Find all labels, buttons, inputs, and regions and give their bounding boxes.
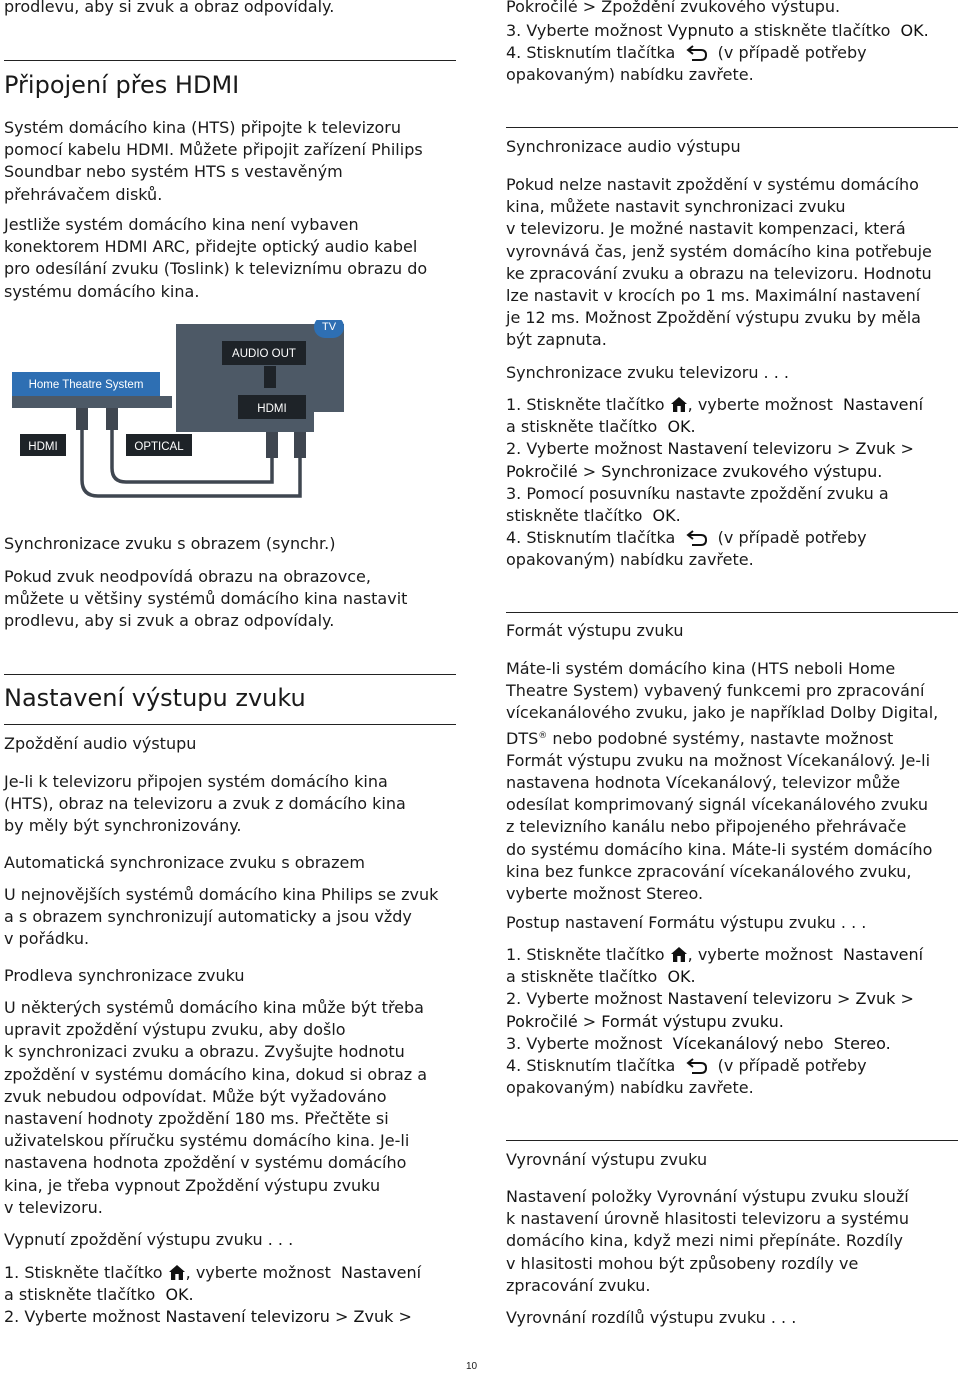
home-icon	[168, 1264, 186, 1281]
hdmi-paragraph-1: Systém domácího kina (HTS) připojte k televizoru pomocí kabelu HDMI. Můžete připojit zařízení Philips Soundbar nebo systém HTS s vestavěným přehrávačem disků.	[4, 118, 423, 204]
lag-paragraph: U některých systémů domácího kina může být třeba upravit zpoždění výstupu zvuku, aby došlo k synchronizaci zvuku a obrazu. Zvyšujte hodnotu zpoždění v systému domácího kina, dokud si obraz a zvuk nebudou odpovídat. Může být vyžadováno nastavení hodnoty zpoždění 180 ms. Přečtěte si uživatelskou příručku systému domácího kina. Je-li nastavena hodnota zpoždění v systému domácího kina, je třeba vypnout Zpoždění výstupu zvuku v televizoru.	[4, 998, 428, 1217]
intro-tail: prodlevu, aby si zvuk a obraz odpovídaly.	[4, 0, 335, 16]
optical-plug-tv	[266, 432, 278, 458]
back-icon	[686, 530, 708, 546]
optical-label: OPTICAL	[134, 441, 184, 453]
off-step-1: 1. Stiskněte tlačítko , vyberte možnost Nastavení a stiskněte tlačítko OK.	[4, 1263, 422, 1305]
sync-paragraph: Pokud zvuk neodpovídá obrazu na obrazovce, můžete u většiny systémů domácího kina nastavit prodlevu, aby si zvuk a obraz odpovídaly.	[4, 567, 408, 631]
tv-hdmi-label: HDMI	[257, 403, 287, 415]
continued-line: Pokročilé > Zpoždění zvukového výstupu.	[506, 0, 841, 16]
divider	[506, 127, 958, 128]
back-icon	[686, 1058, 708, 1074]
divider	[506, 612, 958, 613]
auto-sync-heading: Automatická synchronizace zvuku s obrazem	[4, 853, 365, 872]
audio-out-label: AUDIO OUT	[232, 348, 296, 360]
home-icon	[670, 396, 688, 413]
hts-body	[12, 396, 172, 408]
delay-heading: Zpoždění audio výstupu	[4, 734, 197, 753]
audio-sync-heading: Synchronizace audio výstupu	[506, 137, 741, 156]
format-steps: 1. Stiskněte tlačítko , vyberte možnost Nastavení a stiskněte tlačítko OK. 2. Vyberte možnost Nastavení televizoru > Zvuk > Pokročilé > Formát výstupu zvuku. 3. Vyberte možnost Vícekanálový nebo Stereo. 4. Stisknutím tlačítka (v případě potřeby opakovaným) nabídku zavřete.	[506, 945, 924, 1098]
format-heading: Formát výstupu zvuku	[506, 621, 684, 640]
format-intro: Postup nastavení Formátu výstupu zvuku . . .	[506, 913, 867, 932]
hdmi-heading: Připojení přes HDMI	[4, 71, 240, 99]
divider	[4, 674, 456, 675]
hdmi-plug-hts	[76, 408, 88, 430]
level-intro: Vyrovnání rozdílů výstupu zvuku . . .	[506, 1308, 797, 1327]
lag-heading: Prodleva synchronizace zvuku	[4, 966, 245, 985]
off-intro: Vypnutí zpoždění výstupu zvuku . . .	[4, 1230, 294, 1249]
auto-sync-paragraph: U nejnovějších systémů domácího kina Philips se zvuk a s obrazem synchronizují automaticky a jsou vždy v pořádku.	[4, 885, 439, 949]
output-heading: Nastavení výstupu zvuku	[4, 684, 306, 712]
home-icon	[670, 946, 688, 963]
delay-paragraph: Je-li k televizoru připojen systém domácího kina (HTS), obraz na televizoru a zvuk z domácího kina by měly být synchronizovány.	[4, 772, 406, 836]
off-step-4: 4. Stisknutím tlačítka (v případě potřeby opakovaným) nabídku zavřete.	[506, 43, 867, 85]
off-step-2: 2. Vyberte možnost Nastavení televizoru > Zvuk >	[4, 1307, 412, 1326]
format-paragraph: Máte-li systém domácího kina (HTS neboli Home Theatre System) vybavený funkcemi pro zpracování vícekanálového zvuku, jako je například Dolby Digital, DTS® nebo podobné systémy, nastavte možnost Formát výstupu zvuku na možnost Vícekanálový. Je-li nastavena hodnota Vícekanálový, televizor může odesílat komprimovaný signál vícekanálového zvuku z televizního kanálu nebo připojeného přehrávače do systému domácího kina. Máte-li systém domácího kina bez funkce zpracování vícekanálového zvuku, vyberte možnost Stereo.	[506, 659, 939, 904]
tv-sync-intro: Synchronizace zvuku televizoru . . .	[506, 363, 789, 382]
page-number: 10	[466, 1361, 478, 1372]
hts-label: Home Theatre System	[28, 379, 144, 391]
optical-plug-hts	[106, 408, 118, 430]
audio-sync-paragraph: Pokud nelze nastavit zpoždění v systému domácího kina, můžete nastavit synchronizaci zvuku v televizoru. Je možné nastavit kompenzaci, která vyrovnává čas, jenž systém domácího kina potřebuje ke zpracování zvuku a obrazu na televizoru. Hodnotu lze nastavit v krocích po 1 ms. Maximální nastavení je 12 ms. Možnost Zpoždění výstupu zvuku by měla být zapnuta.	[506, 175, 932, 350]
divider	[506, 1140, 958, 1141]
divider	[4, 724, 456, 725]
hdmi-connection-diagram	[0, 320, 350, 510]
level-paragraph: Nastavení položky Vyrovnání výstupu zvuku slouží k nastavení úrovně hlasitosti televizoru a systému domácího kina, když mezi nimi přepínáte. Rozdíly v hlasitosti mohou být způsobeny rozdíly ve zpracování zvuku.	[506, 1187, 909, 1295]
hdmi-plug-tv	[294, 432, 306, 458]
divider	[4, 60, 456, 61]
hts-hdmi-label: HDMI	[28, 441, 58, 453]
sync-heading: Synchronizace zvuku s obrazem (synchr.)	[4, 534, 336, 553]
optical-port	[264, 366, 276, 388]
sync-steps: 1. Stiskněte tlačítko , vyberte možnost Nastavení a stiskněte tlačítko OK. 2. Vyberte možnost Nastavení televizoru > Zvuk > Pokročilé > Synchronizace zvukového výstupu. 3. Pomocí posuvníku nastavte zpoždění zvuku a stiskněte tlačítko OK. 4. Stisknutím tlačítka (v případě potřeby opakovaným) nabídku zavřete.	[506, 395, 924, 570]
hdmi-paragraph-2: Jestliže systém domácího kina není vybaven konektorem HDMI ARC, přidejte optický audio kabel pro odesílání zvuku (Toslink) k televiznímu obrazu do systému domácího kina.	[4, 215, 428, 301]
tv-label: TV	[321, 321, 337, 333]
off-step-3: 3. Vyberte možnost Vypnuto a stiskněte tlačítko OK.	[506, 21, 929, 40]
level-heading: Vyrovnání výstupu zvuku	[506, 1150, 708, 1169]
back-icon	[686, 45, 708, 61]
